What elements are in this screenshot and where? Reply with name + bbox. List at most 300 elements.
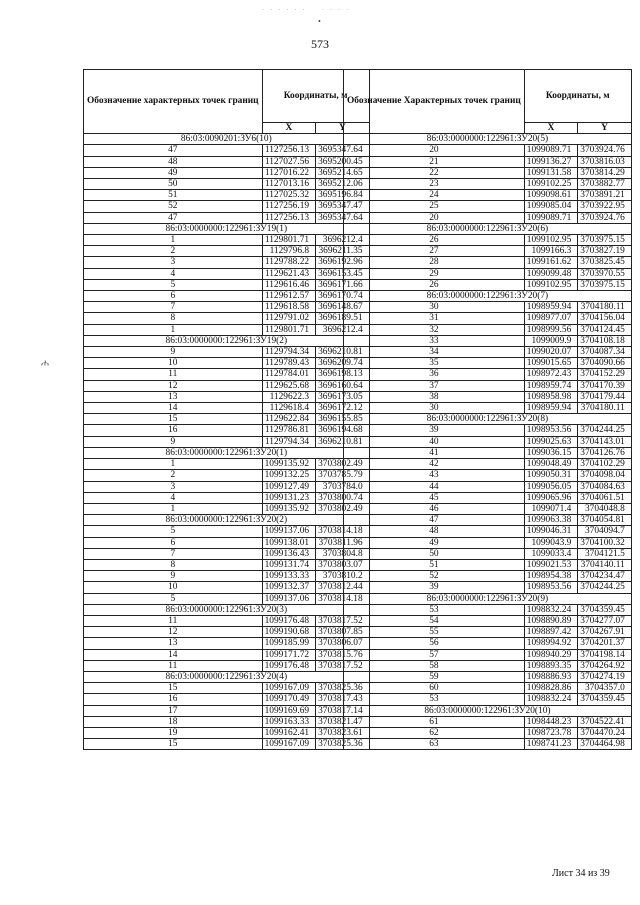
point-number: 55	[344, 627, 525, 638]
table-row	[84, 347, 370, 358]
table-row	[344, 571, 632, 582]
y-coordinate: 3696148.67	[316, 302, 370, 313]
x-coordinate: 1098828.86	[524, 683, 578, 694]
sheet-footer: Лист 34 из 39	[552, 868, 610, 879]
y-coordinate: 3704198.14	[578, 649, 632, 660]
table-row	[84, 369, 370, 380]
table-row	[84, 716, 370, 727]
table-row	[344, 179, 632, 190]
table-row	[344, 481, 632, 492]
point-number: 17	[84, 705, 263, 716]
x-coordinate: 1099161.62	[524, 257, 578, 268]
point-number: 13	[84, 638, 263, 649]
point-number: 8	[84, 559, 263, 570]
table-row	[84, 302, 370, 313]
y-coordinate: 3704464.98	[578, 739, 632, 750]
point-number: 22	[344, 167, 525, 178]
table-row	[344, 515, 632, 526]
table-row	[84, 649, 370, 660]
header-point-label: Обозначение характерных точек границ	[84, 70, 263, 134]
table-row	[344, 403, 632, 414]
table-row	[84, 705, 370, 716]
section-header-row	[84, 447, 370, 458]
y-coordinate: 3696192.96	[316, 257, 370, 268]
x-coordinate: 1099025.63	[524, 436, 578, 447]
table-row	[84, 627, 370, 638]
table-row	[344, 447, 632, 458]
table-row	[84, 257, 370, 268]
y-coordinate: 3695214.65	[316, 167, 370, 178]
table-row	[344, 649, 632, 660]
table-row	[84, 683, 370, 694]
y-coordinate: 3703803.07	[316, 559, 370, 570]
point-number: 52	[344, 571, 525, 582]
table-row	[344, 380, 632, 391]
point-number: 58	[344, 660, 525, 671]
x-coordinate: 1099163.33	[262, 716, 316, 727]
x-coordinate: 1129789.43	[262, 358, 316, 369]
section-header-row	[344, 593, 632, 604]
x-coordinate: 1098940.29	[524, 649, 578, 660]
y-coordinate: 3703924.76	[578, 145, 632, 156]
table-row	[344, 324, 632, 335]
x-coordinate: 1099170.49	[262, 694, 316, 705]
header-point-label: Обозначение Характерных точек границ	[344, 70, 525, 134]
table-row	[344, 246, 632, 257]
point-number: 15	[84, 739, 263, 750]
x-coordinate: 1129625.68	[262, 380, 316, 391]
x-coordinate: 1099135.92	[262, 503, 316, 514]
y-coordinate: 3704140.11	[578, 559, 632, 570]
y-coordinate: 3703804.8	[316, 548, 370, 559]
x-coordinate: 1098832.24	[524, 604, 578, 615]
y-coordinate: 3696194.68	[316, 425, 370, 436]
point-number: 57	[344, 649, 525, 660]
x-coordinate: 1129618.4	[262, 403, 316, 414]
x-coordinate: 1098448.23	[524, 716, 578, 727]
table-row	[84, 167, 370, 178]
point-number: 43	[344, 470, 525, 481]
table-row	[344, 683, 632, 694]
y-coordinate: 3704126.76	[578, 447, 632, 458]
y-coordinate: 3703806.07	[316, 638, 370, 649]
x-coordinate: 1127013.16	[262, 179, 316, 190]
point-number: 6	[84, 537, 263, 548]
table-row	[344, 537, 632, 548]
section-header-row	[84, 515, 370, 526]
point-number: 20	[344, 212, 525, 223]
point-number: 34	[344, 347, 525, 358]
x-coordinate: 1099102.95	[524, 279, 578, 290]
y-coordinate: 3696212.4	[316, 235, 370, 246]
point-number: 37	[344, 380, 525, 391]
x-coordinate: 1129801.71	[262, 324, 316, 335]
x-coordinate: 1099166.3	[524, 246, 578, 257]
x-coordinate: 1099063.38	[524, 515, 578, 526]
point-number: 38	[344, 391, 525, 402]
y-coordinate: 3704267.91	[578, 627, 632, 638]
x-coordinate: 1129621.43	[262, 268, 316, 279]
table-row	[344, 526, 632, 537]
x-coordinate: 1098954.38	[524, 571, 578, 582]
point-number: 9	[84, 436, 263, 447]
point-number: 18	[84, 716, 263, 727]
y-coordinate: 3704098.04	[578, 470, 632, 481]
x-coordinate: 1099065.96	[524, 492, 578, 503]
table-row	[84, 459, 370, 470]
section-title: 86:03:0000000:122961:ЗУ19(2)	[84, 335, 370, 346]
y-coordinate: 3696189.51	[316, 313, 370, 324]
x-coordinate: 1129622.3	[262, 391, 316, 402]
y-coordinate: 3704054.81	[578, 515, 632, 526]
point-number: 1	[84, 235, 263, 246]
x-coordinate: 1099162.41	[262, 727, 316, 738]
y-coordinate: 3696198.13	[316, 369, 370, 380]
x-coordinate: 1129796.8	[262, 246, 316, 257]
y-coordinate: 3703784.0	[316, 481, 370, 492]
y-coordinate: 3704522.41	[578, 716, 632, 727]
x-coordinate: 1099099.48	[524, 268, 578, 279]
x-coordinate: 1127027.56	[262, 156, 316, 167]
point-number: 1	[84, 324, 263, 335]
x-coordinate: 1099043.9	[524, 537, 578, 548]
section-header-row	[344, 134, 632, 145]
point-number: 33	[344, 335, 525, 346]
y-coordinate: 3704244.25	[578, 582, 632, 593]
y-coordinate: 3704048.8	[578, 503, 632, 514]
x-coordinate: 1129618.58	[262, 302, 316, 313]
section-title: 86:03:0000000:122961:ЗУ20(5)	[344, 134, 632, 145]
point-number: 10	[84, 582, 263, 593]
point-number: 21	[344, 156, 525, 167]
point-number: 14	[84, 403, 263, 414]
point-number: 4	[84, 268, 263, 279]
table-row	[344, 716, 632, 727]
point-number: 4	[84, 492, 263, 503]
table-row	[344, 302, 632, 313]
table-row	[84, 414, 370, 425]
table-row	[344, 257, 632, 268]
y-coordinate: 3703785.79	[316, 470, 370, 481]
table-row	[344, 459, 632, 470]
table-row	[84, 503, 370, 514]
point-number: 13	[84, 391, 263, 402]
point-number: 30	[344, 302, 525, 313]
section-header-row	[344, 223, 632, 234]
margin-mark: ሐ	[41, 358, 50, 369]
section-title: 86:03:0000000:122961:ЗУ20(8)	[344, 414, 632, 425]
table-row	[344, 615, 632, 626]
y-coordinate: 3703975.15	[578, 235, 632, 246]
header-y: Y	[316, 123, 370, 134]
y-coordinate: 3696171.66	[316, 279, 370, 290]
point-number: 25	[344, 201, 525, 212]
point-number: 3	[84, 481, 263, 492]
point-number: 48	[84, 156, 263, 167]
y-coordinate: 3695200.45	[316, 156, 370, 167]
table-row	[344, 727, 632, 738]
table-row	[84, 291, 370, 302]
table-row	[84, 492, 370, 503]
table-row	[344, 436, 632, 447]
x-coordinate: 1099085.04	[524, 201, 578, 212]
x-coordinate: 1099102.25	[524, 179, 578, 190]
y-coordinate: 3703882.77	[578, 179, 632, 190]
y-coordinate: 3704244.25	[578, 425, 632, 436]
x-coordinate: 1099185.99	[262, 638, 316, 649]
y-coordinate: 3695347.64	[316, 212, 370, 223]
x-coordinate: 1099135.92	[262, 459, 316, 470]
table-row	[84, 436, 370, 447]
y-coordinate: 3703817.43	[316, 694, 370, 705]
y-coordinate: 3704084.63	[578, 481, 632, 492]
x-coordinate: 1099089.71	[524, 212, 578, 223]
table-row	[344, 190, 632, 201]
point-number: 36	[344, 369, 525, 380]
header-x: X	[262, 123, 316, 134]
point-number: 15	[84, 414, 263, 425]
table-row	[84, 593, 370, 604]
x-coordinate: 1099132.37	[262, 582, 316, 593]
header-coordinates: Координаты, м	[524, 70, 631, 123]
y-coordinate: 3703802.49	[316, 459, 370, 470]
table-row	[344, 559, 632, 570]
x-coordinate: 1099015.65	[524, 358, 578, 369]
y-coordinate: 3703810.2	[316, 571, 370, 582]
y-coordinate: 3703975.15	[578, 279, 632, 290]
y-coordinate: 3703817.14	[316, 705, 370, 716]
table-row	[344, 425, 632, 436]
y-coordinate: 3704274.19	[578, 671, 632, 682]
table-row	[84, 403, 370, 414]
y-coordinate: 3703825.36	[316, 739, 370, 750]
point-number: 1	[84, 503, 263, 514]
point-number: 26	[344, 279, 525, 290]
table-row	[84, 548, 370, 559]
y-coordinate: 3696173.05	[316, 391, 370, 402]
x-coordinate: 1098741.23	[524, 739, 578, 750]
point-number: 1	[84, 459, 263, 470]
table-row	[344, 671, 632, 682]
y-coordinate: 3703815.76	[316, 649, 370, 660]
point-number: 60	[344, 683, 525, 694]
section-header-row	[84, 223, 370, 234]
section-header-row	[344, 291, 632, 302]
x-coordinate: 1099071.4	[524, 503, 578, 514]
table-row	[84, 582, 370, 593]
x-coordinate: 1127256.13	[262, 212, 316, 223]
table-row	[84, 235, 370, 246]
scan-smudge: · · · · · · · · · ·	[262, 6, 351, 14]
x-coordinate: 1129801.71	[262, 235, 316, 246]
y-coordinate: 3704121.5	[578, 548, 632, 559]
table-row	[84, 694, 370, 705]
table-row	[84, 470, 370, 481]
section-header-row	[84, 134, 370, 145]
point-number: 10	[84, 358, 263, 369]
section-header-row	[344, 414, 632, 425]
y-coordinate: 3704102.29	[578, 459, 632, 470]
y-coordinate: 3704470.24	[578, 727, 632, 738]
table-row	[344, 470, 632, 481]
x-coordinate: 1098972.43	[524, 369, 578, 380]
x-coordinate: 1099046.31	[524, 526, 578, 537]
y-coordinate: 3704359.45	[578, 694, 632, 705]
point-number: 11	[84, 660, 263, 671]
table-row	[344, 335, 632, 346]
x-coordinate: 1099021.53	[524, 559, 578, 570]
x-coordinate: 1098890.89	[524, 615, 578, 626]
x-coordinate: 1098886.93	[524, 671, 578, 682]
y-coordinate: 3703816.03	[578, 156, 632, 167]
point-number: 61	[344, 716, 525, 727]
y-coordinate: 3703817.52	[316, 660, 370, 671]
y-coordinate: 3695347.47	[316, 201, 370, 212]
x-coordinate: 1098999.56	[524, 324, 578, 335]
y-coordinate: 3703812.44	[316, 582, 370, 593]
y-coordinate: 3704087.34	[578, 347, 632, 358]
x-coordinate: 1099190.68	[262, 627, 316, 638]
point-number: 29	[344, 268, 525, 279]
point-number: 12	[84, 380, 263, 391]
table-row	[84, 212, 370, 223]
y-coordinate: 3696153.45	[316, 268, 370, 279]
y-coordinate: 3704108.18	[578, 335, 632, 346]
table-row	[84, 380, 370, 391]
y-coordinate: 3696209.74	[316, 358, 370, 369]
point-number: 52	[84, 201, 263, 212]
x-coordinate: 1127256.13	[262, 145, 316, 156]
point-number: 27	[344, 246, 525, 257]
table-row	[344, 694, 632, 705]
x-coordinate: 1098958.98	[524, 391, 578, 402]
point-number: 28	[344, 257, 525, 268]
point-number: 39	[344, 425, 525, 436]
point-number: 5	[84, 593, 263, 604]
x-coordinate: 1098897.42	[524, 627, 578, 638]
section-title: 86:03:0000000:122961:ЗУ20(7)	[344, 291, 632, 302]
y-coordinate: 3704234.47	[578, 571, 632, 582]
y-coordinate: 3703970.55	[578, 268, 632, 279]
table-row	[344, 201, 632, 212]
y-coordinate: 3704179.44	[578, 391, 632, 402]
x-coordinate: 1099137.06	[262, 593, 316, 604]
point-number: 42	[344, 459, 525, 470]
section-title: 86:03:0000000:122961:ЗУ20(3)	[84, 604, 370, 615]
point-number: 44	[344, 481, 525, 492]
y-coordinate: 3704180.11	[578, 302, 632, 313]
y-coordinate: 3704124.45	[578, 324, 632, 335]
section-header-row	[84, 335, 370, 346]
table-row	[84, 660, 370, 671]
x-coordinate: 1129788.22	[262, 257, 316, 268]
table-row	[344, 369, 632, 380]
y-coordinate: 3696212.4	[316, 324, 370, 335]
left-coordinates-table	[83, 69, 370, 750]
point-number: 9	[84, 571, 263, 582]
x-coordinate: 1098953.56	[524, 582, 578, 593]
y-coordinate: 3704094.7	[578, 526, 632, 537]
point-number: 8	[84, 313, 263, 324]
y-coordinate: 3695212.06	[316, 179, 370, 190]
section-header-row	[84, 604, 370, 615]
x-coordinate: 1098959.74	[524, 380, 578, 391]
y-coordinate: 3696210.81	[316, 347, 370, 358]
x-coordinate: 1129794.34	[262, 347, 316, 358]
y-coordinate: 3704170.39	[578, 380, 632, 391]
y-coordinate: 3704090.66	[578, 358, 632, 369]
point-number: 50	[84, 179, 263, 190]
point-number: 3	[84, 257, 263, 268]
point-number: 23	[344, 179, 525, 190]
x-coordinate: 1099137.06	[262, 526, 316, 537]
table-row	[344, 638, 632, 649]
table-row	[84, 246, 370, 257]
x-coordinate: 1099131.58	[524, 167, 578, 178]
table-row	[84, 268, 370, 279]
table-row	[84, 571, 370, 582]
x-coordinate: 1099089.71	[524, 145, 578, 156]
y-coordinate: 3703821.47	[316, 716, 370, 727]
x-coordinate: 1099131.74	[262, 559, 316, 570]
x-coordinate: 1099131.23	[262, 492, 316, 503]
x-coordinate: 1099136.43	[262, 548, 316, 559]
x-coordinate: 1098994.92	[524, 638, 578, 649]
point-number: 54	[344, 615, 525, 626]
table-row	[344, 548, 632, 559]
y-coordinate: 3703800.74	[316, 492, 370, 503]
point-number: 2	[84, 470, 263, 481]
section-header-row	[84, 671, 370, 682]
x-coordinate: 1099127.49	[262, 481, 316, 492]
x-coordinate: 1099020.07	[524, 347, 578, 358]
table-row	[84, 179, 370, 190]
table-row	[84, 358, 370, 369]
table-row	[344, 212, 632, 223]
point-number: 53	[344, 694, 525, 705]
y-coordinate: 3704143.01	[578, 436, 632, 447]
section-title: 86:03:0000000:122961:ЗУ20(6)	[344, 223, 632, 234]
point-number: 47	[344, 515, 525, 526]
x-coordinate: 1129612.57	[262, 291, 316, 302]
x-coordinate: 1098953.56	[524, 425, 578, 436]
x-coordinate: 1099033.4	[524, 548, 578, 559]
y-coordinate: 3703922.95	[578, 201, 632, 212]
x-coordinate: 1129786.81	[262, 425, 316, 436]
x-coordinate: 1099009.9	[524, 335, 578, 346]
y-coordinate: 3703823.61	[316, 727, 370, 738]
point-number: 5	[84, 279, 263, 290]
x-coordinate: 1099132.25	[262, 470, 316, 481]
table-row	[344, 582, 632, 593]
x-coordinate: 1127025.32	[262, 190, 316, 201]
table-row	[84, 537, 370, 548]
point-number: 49	[84, 167, 263, 178]
x-coordinate: 1099056.05	[524, 481, 578, 492]
point-number: 56	[344, 638, 525, 649]
section-title: 86:03:0000000:122961:ЗУ20(2)	[84, 515, 370, 526]
y-coordinate: 3703825.36	[316, 683, 370, 694]
section-title: 86:03:0000000:122961:ЗУ20(4)	[84, 671, 370, 682]
y-coordinate: 3703811.96	[316, 537, 370, 548]
y-coordinate: 3703817.52	[316, 615, 370, 626]
point-number: 6	[84, 291, 263, 302]
y-coordinate: 3704357.0	[578, 683, 632, 694]
table-row	[344, 347, 632, 358]
table-row	[84, 313, 370, 324]
table-row	[84, 481, 370, 492]
x-coordinate: 1099138.01	[262, 537, 316, 548]
